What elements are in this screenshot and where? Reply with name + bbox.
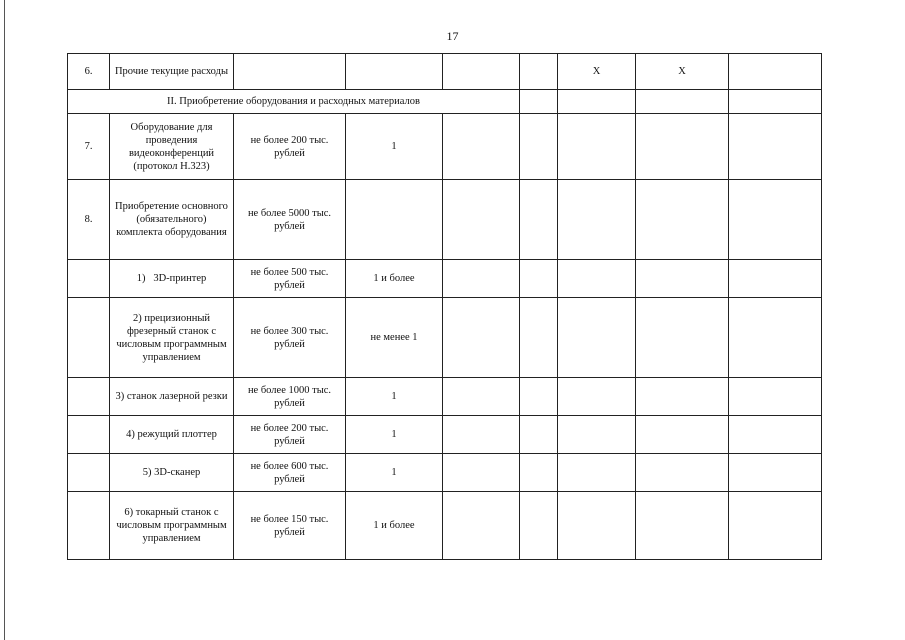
row-number [68,416,110,454]
table-row [68,298,822,378]
table-row [68,378,822,416]
x-mark: X [636,54,729,90]
row-number [68,298,110,378]
empty-cell [520,416,558,454]
empty-cell [520,260,558,298]
empty-cell [636,492,729,560]
row-name: Прочие текущие расходы [110,54,234,90]
empty-cell [520,90,558,114]
empty-cell [558,114,636,180]
row-name: Приобретение основного (обязательного) комплекта оборудования [110,180,234,260]
empty-cell [636,90,729,114]
empty-cell [520,180,558,260]
row-number [68,454,110,492]
row-quantity: 1 [346,114,443,180]
row-name: 1) 3D-принтер [110,260,234,298]
row-number [68,492,110,560]
row-quantity: 1 и более [346,260,443,298]
empty-cell [729,260,822,298]
empty-cell [558,260,636,298]
empty-cell [443,454,520,492]
empty-cell [729,454,822,492]
empty-cell [636,454,729,492]
section-row [68,90,822,114]
row-number [68,378,110,416]
empty-cell [520,454,558,492]
row-name: 2) прецизионный фрезерный станок с числовым программным управлением [110,298,234,378]
empty-cell [558,454,636,492]
empty-cell [520,54,558,90]
row-name: 3) станок лазерной резки [110,378,234,416]
empty-cell [636,298,729,378]
empty-cell [443,416,520,454]
table-row [68,180,822,260]
row-limit: не более 500 тыс. рублей [234,260,346,298]
empty-cell [443,54,520,90]
empty-cell [443,260,520,298]
row-limit: не более 600 тыс. рублей [234,454,346,492]
empty-cell [636,416,729,454]
table-row [68,114,822,180]
empty-cell [558,298,636,378]
empty-cell [520,378,558,416]
x-mark: X [558,54,636,90]
empty-cell [636,260,729,298]
row-name: 6) токарный станок с числовым программным управлением [110,492,234,560]
empty-cell [729,114,822,180]
empty-cell [520,114,558,180]
table-row [68,454,822,492]
table-row [68,260,822,298]
row-limit: не более 200 тыс. рублей [234,416,346,454]
expense-table [67,53,822,560]
row-quantity: 1 [346,454,443,492]
empty-cell [636,114,729,180]
empty-cell [558,378,636,416]
empty-cell [443,114,520,180]
row-number [68,260,110,298]
empty-cell [729,180,822,260]
empty-cell [729,298,822,378]
empty-cell [558,416,636,454]
row-name: 4) режущий плоттер [110,416,234,454]
empty-cell [443,180,520,260]
empty-cell [729,416,822,454]
empty-cell [443,492,520,560]
row-quantity: не менее 1 [346,298,443,378]
row-name: 5) 3D-сканер [110,454,234,492]
table-row [68,416,822,454]
table-row [68,492,822,560]
row-quantity [346,180,443,260]
row-limit: не более 300 тыс. рублей [234,298,346,378]
row-quantity: 1 и более [346,492,443,560]
empty-cell [520,492,558,560]
empty-cell [729,492,822,560]
empty-cell [636,180,729,260]
empty-cell [443,378,520,416]
table-row [68,54,822,90]
row-limit: не более 200 тыс. рублей [234,114,346,180]
row-limit [234,54,346,90]
empty-cell [558,492,636,560]
row-limit: не более 5000 тыс. рублей [234,180,346,260]
empty-cell [558,180,636,260]
scan-edge-line [4,0,5,640]
page-number: 17 [446,29,459,43]
empty-cell [520,298,558,378]
row-quantity [346,54,443,90]
empty-cell [729,90,822,114]
empty-cell [558,90,636,114]
empty-cell [729,54,822,90]
empty-cell [729,378,822,416]
empty-cell [636,378,729,416]
row-name: Оборудование для проведения видеоконференций (протокол H.323) [110,114,234,180]
empty-cell [443,298,520,378]
row-limit: не более 1000 тыс. рублей [234,378,346,416]
row-limit: не более 150 тыс. рублей [234,492,346,560]
row-number: 6. [68,54,110,90]
row-quantity: 1 [346,416,443,454]
row-number: 8. [68,180,110,260]
section-title: II. Приобретение оборудования и расходных материалов [68,90,520,114]
row-quantity: 1 [346,378,443,416]
row-number: 7. [68,114,110,180]
